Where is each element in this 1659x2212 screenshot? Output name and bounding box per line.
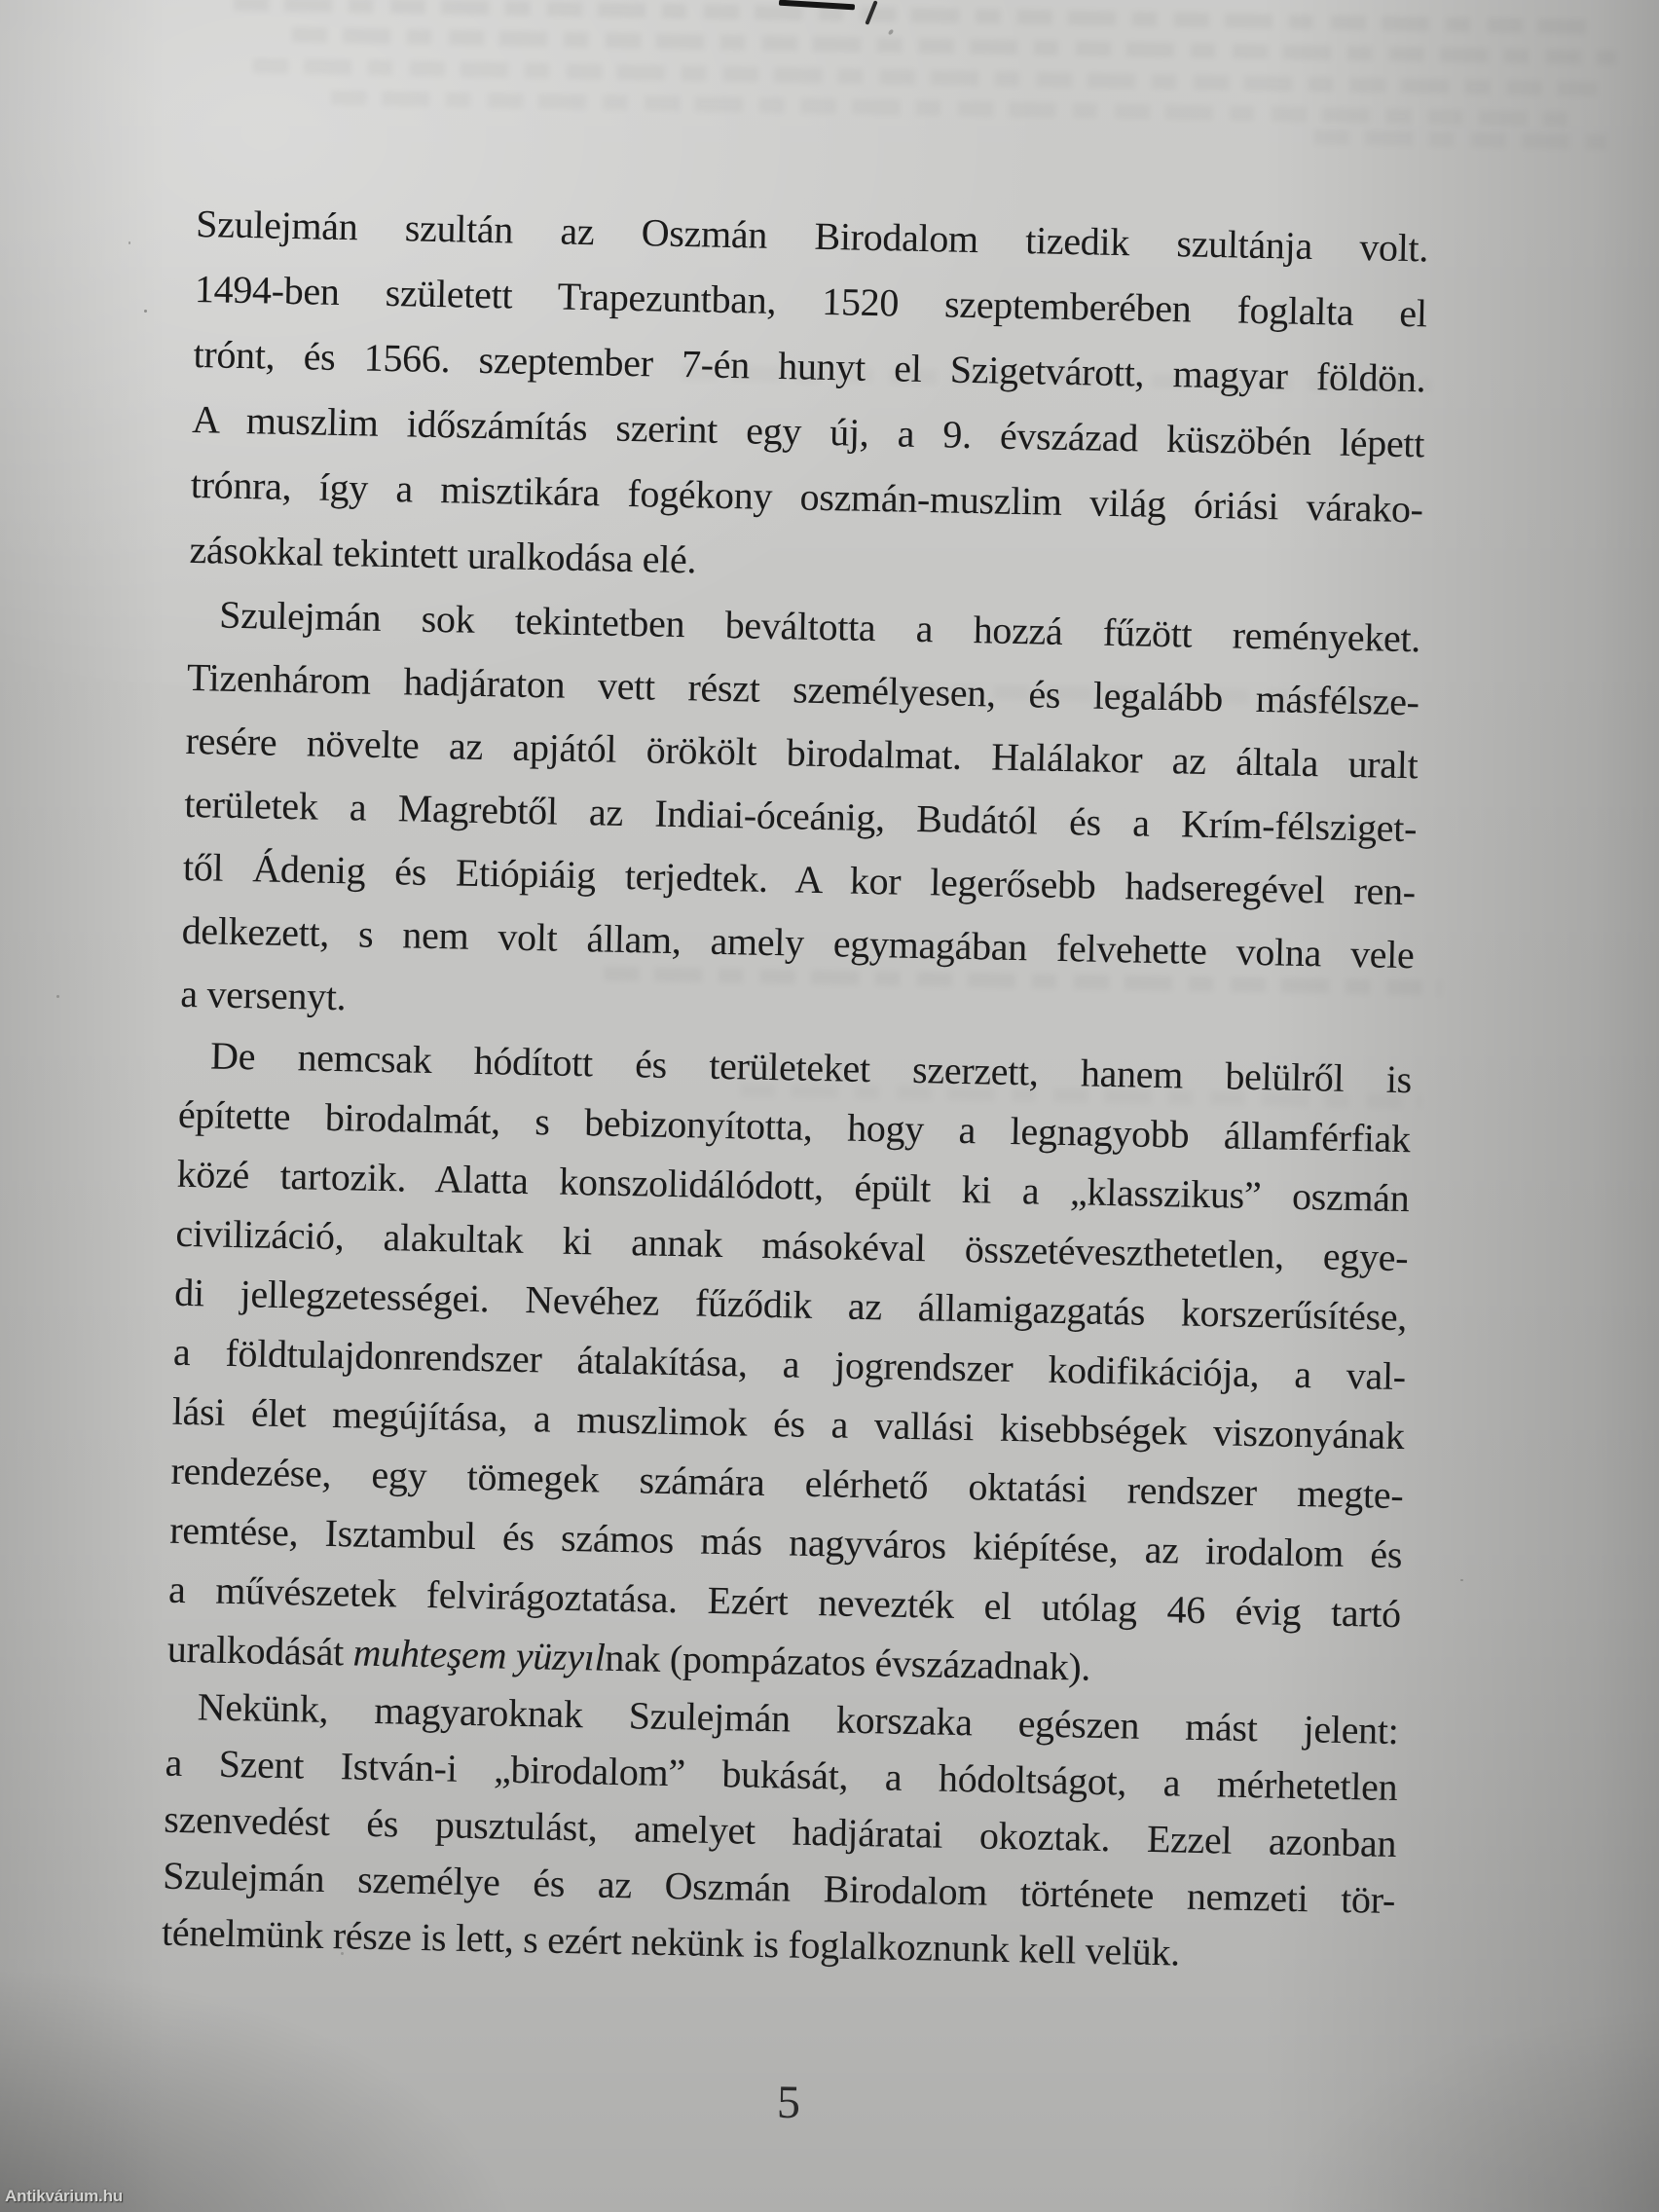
text-line: építette birodalmát, s bebizonyította, hogy a legnagyobb államférfiak (177, 1091, 1412, 1161)
text-line: di jellegzetességei. Nevéhez fűződik az államigazgatás korszerűsítése, (173, 1270, 1408, 1340)
text-line: trónra, így a misztikára fogékony oszmán-muszlim világ óriási várako- (190, 461, 1424, 532)
text-line: Tizenhárom hadjáraton vett részt személyesen, és legalább másfélsze- (186, 654, 1420, 724)
text-line: zásokkal tekintett uralkodása elé. (189, 527, 697, 582)
paragraph (166, 1025, 1412, 1703)
regular-text: uralkodását (166, 1626, 354, 1675)
text-line: resére növelte az apjától örökölt birodalmat. Halálakor az általa uralt (185, 718, 1419, 788)
text-line: közé tartozik. Alatta konszolidálódott, épült ki a „klasszikus” oszmán (176, 1151, 1410, 1221)
dust-speck (129, 241, 130, 244)
bleedthrough-line (253, 58, 1597, 96)
text-line: Szulejmán személye és az Oszmán Birodalom története nemzeti tör- (162, 1853, 1396, 1923)
text-line: Szulejmán sok tekintetben beváltotta a hozzá fűzött reményeket. (218, 592, 1421, 661)
bleedthrough-line (331, 91, 1577, 127)
bleedthrough-line (292, 27, 1616, 65)
text-line: Szulejmán szultán az Oszmán Birodalom tizedik szultánja volt. (195, 201, 1429, 271)
italic-text: muhteşem yüzyıl (352, 1630, 606, 1679)
text-line: trónt, és 1566. szeptember 7-én hunyt el Szigetvárott, magyar földön. (193, 331, 1426, 401)
text-line: területek a Magrebtől az Indiai-óceánig, Budától és a Krím-félsziget- (183, 781, 1418, 851)
text-line: től Ádenig és Etiópiáig terjedtek. A kor legerősebb hadseregével ren- (182, 844, 1417, 914)
text-line: szenvedést és pusztulást, amelyet hadjáratai okoztak. Ezzel azonban (163, 1796, 1397, 1866)
dust-speck (1460, 1579, 1463, 1581)
paragraph (162, 1678, 1400, 1985)
page-text (162, 191, 1429, 1985)
text-line: a Szent István-i „birodalom” bukását, a hódoltságot, a mérhetetlen (165, 1740, 1398, 1810)
dust-speck (144, 310, 147, 313)
text-line: a versenyt. (180, 971, 347, 1019)
text-line: remtése, Isztambul és számos más nagyváros kiépítése, az irodalom és (168, 1507, 1403, 1577)
text-line: 1494-ben született Trapezuntban, 1520 szeptemberében foglalta el (194, 266, 1428, 336)
regular-text: nak (pompázatos évszázadnak). (604, 1635, 1091, 1689)
text-line: rendezése, egy tömegek számára elérhető oktatási rendszer megte- (170, 1448, 1404, 1518)
bleedthrough-line (1314, 129, 1606, 149)
text-line: Nekünk, magyaroknak Szulejmán korszaka egészen mást jelent: (197, 1684, 1399, 1753)
paragraph (180, 582, 1421, 1050)
text-line: A muszlim időszámítás szerint egy új, a 9. évszázad küszöbén lépett (191, 396, 1425, 466)
text-line: lási élet megújítása, a muszlimok és a vallási kisebbségek viszonyának (171, 1388, 1406, 1458)
paragraph (189, 191, 1429, 607)
text-line: delkezett, s nem volt állam, amely egymagában felvehette volna vele (181, 907, 1415, 977)
dust-speck (56, 995, 59, 998)
dust-speck (888, 28, 895, 35)
text-line: ténelmünk része is lett, s ezért nekünk is foglalkoznunk kell velük. (161, 1909, 1181, 1974)
text-line: a művészetek felvirágoztatása. Ezért nevezték el utólag 46 évig tartó (167, 1567, 1402, 1637)
text-line: De nemcsak hódított és területeket szerzett, hanem belülről is (209, 1033, 1413, 1102)
text-line: civilizáció, alakultak ki annak másokéval összetéveszthetetlen, egye- (175, 1210, 1409, 1280)
watermark-antikvarium: Antikvárium.hu (5, 2187, 123, 2205)
page-number: 5 (776, 2076, 801, 2129)
text-line: a földtulajdonrendszer átalakítása, a jogrendszer kodifikációja, a val- (172, 1329, 1407, 1399)
